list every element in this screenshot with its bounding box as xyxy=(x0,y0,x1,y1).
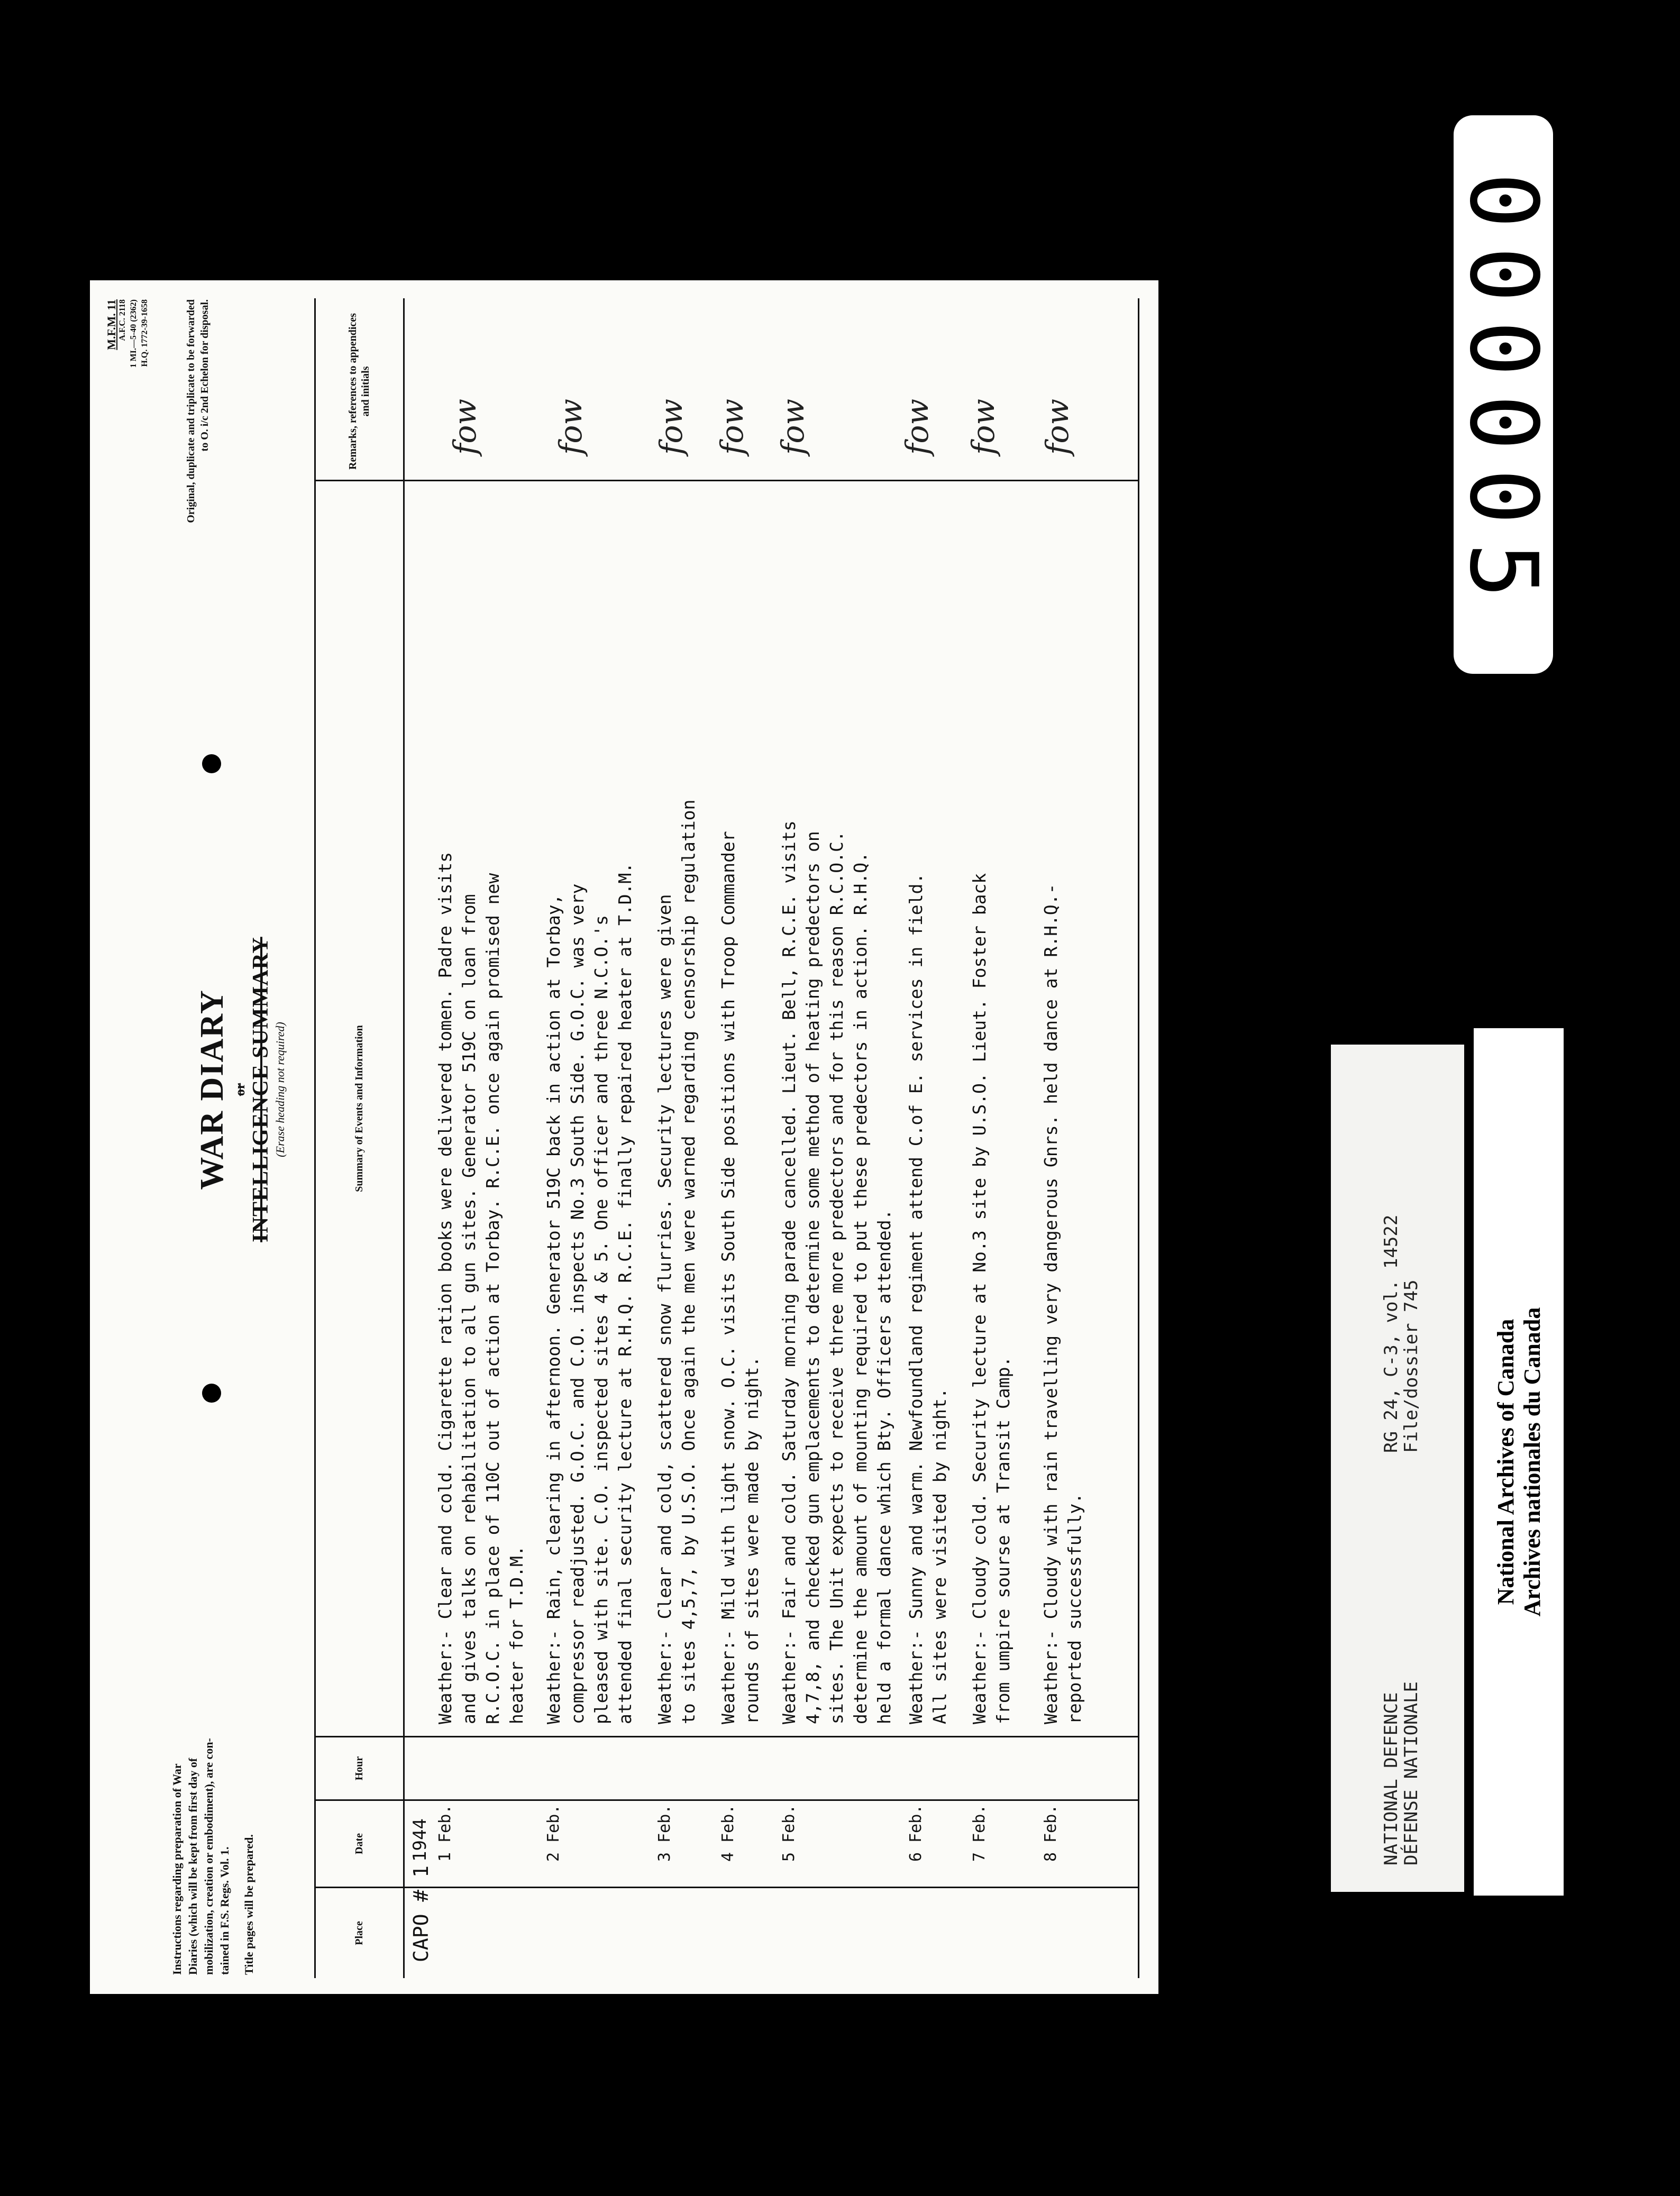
frame-number-box xyxy=(1449,115,1558,674)
record-reference xyxy=(1381,1215,1421,1453)
punch-hole-left xyxy=(202,1384,221,1403)
header-summary: Summary of Events and Information xyxy=(353,1025,365,1192)
entry-date: 2 Feb. xyxy=(544,1804,563,1862)
remarks-initials: fow xyxy=(653,398,689,455)
dispatch-line: Original, duplicate and triplicate to be forwarded xyxy=(185,299,197,523)
archives-label xyxy=(1474,1028,1564,1896)
entry-text: Weather:- Fair and cold. Saturday morning parade cancelled. Lieut. Bell, R.C.E. visits 4,7,8, and checked gun emplacements to determine some method of heating predectors on sites. The Unit expects to receive three more predectors and for this reason R.C.O.C. determine the amount of mounting required to put these predectors in action. R.H.Q. held a formal dance which Bty. Officers attended. xyxy=(779,820,894,1724)
instructions-line: Instructions regarding preparation of War xyxy=(170,1763,184,1975)
remarks-initials: fow xyxy=(1039,398,1075,455)
remarks-initials: fow xyxy=(553,398,589,455)
table-bottom-rule xyxy=(1138,298,1139,1978)
instructions-line: mobilization, creation or embodiment), are con- xyxy=(202,1738,215,1975)
column-divider xyxy=(314,480,1139,481)
entry-date: 7 Feb. xyxy=(970,1804,989,1862)
punch-hole-right xyxy=(202,754,221,773)
entry-date: 3 Feb. xyxy=(655,1804,674,1862)
department-label xyxy=(1381,1681,1421,1865)
form-heading xyxy=(194,862,287,1317)
form-title: WAR DIARY xyxy=(194,989,230,1190)
entry-text: Weather:- Clear and cold, scattered snow flurries. Security lectures were given to sites 4,5,7, by U.S.O. Once again the men were warned regarding censorship regulation xyxy=(654,799,699,1724)
entry-date: 6 Feb. xyxy=(907,1804,925,1862)
form-ref-line: H.Q. 1772-39-1658 xyxy=(140,299,149,367)
struck-or: or xyxy=(232,1083,248,1096)
instructions-line: Diaries (which will be kept from first day of xyxy=(186,1758,199,1975)
header-place: Place xyxy=(353,1921,365,1945)
remarks-initials: fow xyxy=(714,398,750,455)
entry-text: Weather:- Rain, clearing in afternoon. Generator 519C back in action at Torbay, compressor readjusted. G.O.C. and C.O. inspects No.3 South Side. G.O.C. was very pleased with site. C.O. inspected sites 4 & 5. One officer and three N.C.O.'s attended final security lecture at R.H.Q. R.C.E. finally repaired heater at T.D.M. xyxy=(543,862,635,1724)
form-code: M.F.M. 11 xyxy=(105,299,118,350)
frame-number: 000005 xyxy=(1449,172,1558,617)
dispatch-note xyxy=(184,299,212,670)
entry-text: Weather:- Clear and cold. Cigarette ration books were delivered tomen. Padre visits and gives talks on rehabilitation to all gun sites. Generator 519C on loan from R.C.O.C. in place of 110C out of action at Torbay. R.C.E. once again promised new heater for T.D.M. xyxy=(435,852,527,1724)
file-line: File/dossier 745 xyxy=(1401,1279,1422,1453)
department-en: NATIONAL DEFENCE xyxy=(1381,1692,1402,1865)
remarks-initials: fow xyxy=(899,398,935,455)
struck-heading: INTELLIGENCE SUMMARY xyxy=(249,937,273,1242)
title-pages-note: Title pages will be prepared. xyxy=(242,1834,255,1975)
diary-table xyxy=(314,298,1139,1978)
form-ref-line: 1 MI.—5-40 (2362) xyxy=(129,299,138,368)
header-date: Date xyxy=(353,1833,365,1854)
instructions-line: tained in F.S. Regs. Vol. 1. xyxy=(218,1846,231,1975)
war-diary-form xyxy=(90,280,1158,1994)
header-remarks: Remarks, references to appendices and initials xyxy=(347,313,371,470)
entry-text: Weather:- Mild with light snow. O.C. visits South Side positions with Troop Commander rounds of sites were made by night. xyxy=(718,831,762,1724)
entry-date: 5 Feb. xyxy=(780,1804,798,1862)
remarks-initials: fow xyxy=(965,398,1001,455)
form-reference xyxy=(106,299,150,437)
remarks-initials: fow xyxy=(447,398,483,455)
column-divider xyxy=(314,1799,1139,1801)
year-value: 1944 xyxy=(409,1818,431,1862)
entry-date: 4 Feb. xyxy=(719,1804,737,1862)
column-divider xyxy=(314,1887,1139,1888)
war-diary-form-content xyxy=(90,280,1158,1994)
entry-date: 8 Feb. xyxy=(1042,1804,1060,1862)
entry-date: 1 Feb. xyxy=(436,1804,454,1862)
archives-name-fr: Archives nationales du Canada xyxy=(1519,1307,1545,1617)
archive-reference-content xyxy=(1331,1045,1464,1892)
department-fr: DÉFENSE NATIONALE xyxy=(1401,1681,1422,1865)
place-value: CAPO # 1 xyxy=(409,1865,433,1962)
erase-note: (Erase heading not required) xyxy=(273,1022,287,1157)
archives-label-content xyxy=(1474,1028,1564,1896)
column-divider xyxy=(314,1736,1139,1737)
form-ref-line: A.F.C. 2118 xyxy=(118,299,127,341)
entry-text: Weather:- Sunny and warm. Newfoundland regiment attend C.of E. services in field. All sites were visited by night. xyxy=(906,873,950,1724)
record-group-line: RG 24, C-3, vol. 14522 xyxy=(1381,1214,1402,1453)
instructions-note xyxy=(169,1732,257,1975)
dispatch-line: to O. i/c 2nd Echelon for disposal. xyxy=(199,299,211,452)
header-hour: Hour xyxy=(353,1756,365,1781)
archive-reference-label xyxy=(1331,1045,1464,1892)
remarks-initials: fow xyxy=(775,398,811,455)
entry-text: Weather:- Cloudy with rain travelling very dangerous Gnrs. held dance at R.H.Q.- reported successfully. xyxy=(1040,883,1085,1724)
archives-name-en: National Archives of Canada xyxy=(1493,1319,1519,1605)
entry-text: Weather:- Cloudy cold. Security lecture at No.3 site by U.S.O. Lieut. Foster back from umpire sourse at Transit Camp. xyxy=(969,873,1014,1724)
